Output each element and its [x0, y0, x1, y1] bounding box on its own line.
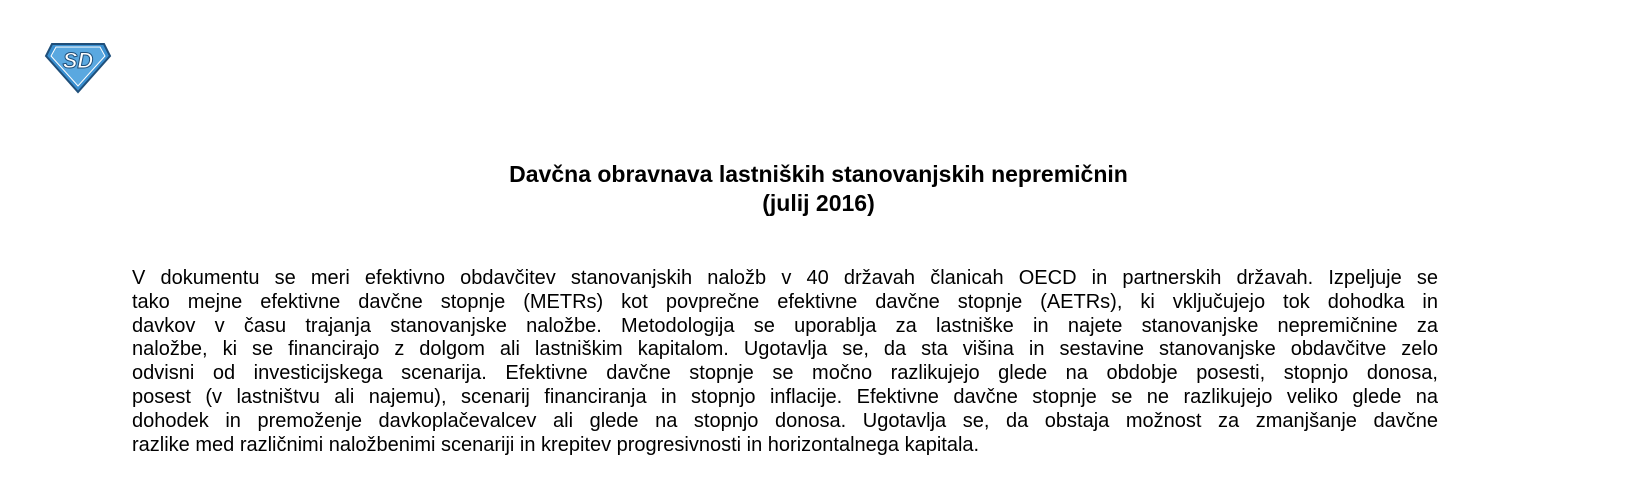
- abstract-line: tako mejne efektivne davčne stopnje (METRs) kot povprečne efektivne davčne stopnje (AETRs), ki vključujejo tok dohodka in: [132, 290, 1438, 313]
- title-line-1: Davčna obravnava lastniških stanovanjskih nepremičnin: [509, 161, 1128, 187]
- title-line-2: (julij 2016): [762, 190, 875, 216]
- logo-text: SD: [62, 48, 94, 73]
- abstract-line: odvisni od investicijskega scenarija. Efektivne davčne stopnje se močno razlikujejo glede na obdobje posesti, stopnjo donosa,: [132, 362, 1438, 385]
- document-title: [0, 160, 1637, 218]
- abstract-line: V dokumentu se meri efektivno obdavčitev stanovanjskih naložb v 40 državah članicah OECD in partnerskih državah. Izpeljuje se: [132, 267, 1438, 289]
- abstract-line: posest (v lastništvu ali najemu), scenarij financiranja in stopnjo inflacije. Efektivne davčne stopnje se ne razlikujejo veliko glede na: [132, 385, 1438, 408]
- diamond-shield-logo-icon: [44, 38, 112, 94]
- abstract-line: davkov v času trajanja stanovanjske naložbe. Metodologija se uporablja za lastniške in najete stanovanjske nepremičnine za: [132, 314, 1438, 337]
- abstract-paragraph: [132, 267, 1438, 457]
- abstract-line: dohodek in premoženje davkoplačevalcev ali glede na stopnjo donosa. Ugotavlja se, da obstaja možnost za zmanjšanje davčne: [132, 409, 1438, 432]
- abstract-line: naložbe, ki se financirajo z dolgom ali lastniškim kapitalom. Ugotavlja se, da sta višina in sestavine stanovanjske obdavčitve zelo: [132, 338, 1438, 361]
- logo: [44, 38, 112, 94]
- abstract-line: razlike med različnimi naložbenimi scenariji in krepitev progresivnosti in horizontalnega kapitala.: [132, 433, 980, 456]
